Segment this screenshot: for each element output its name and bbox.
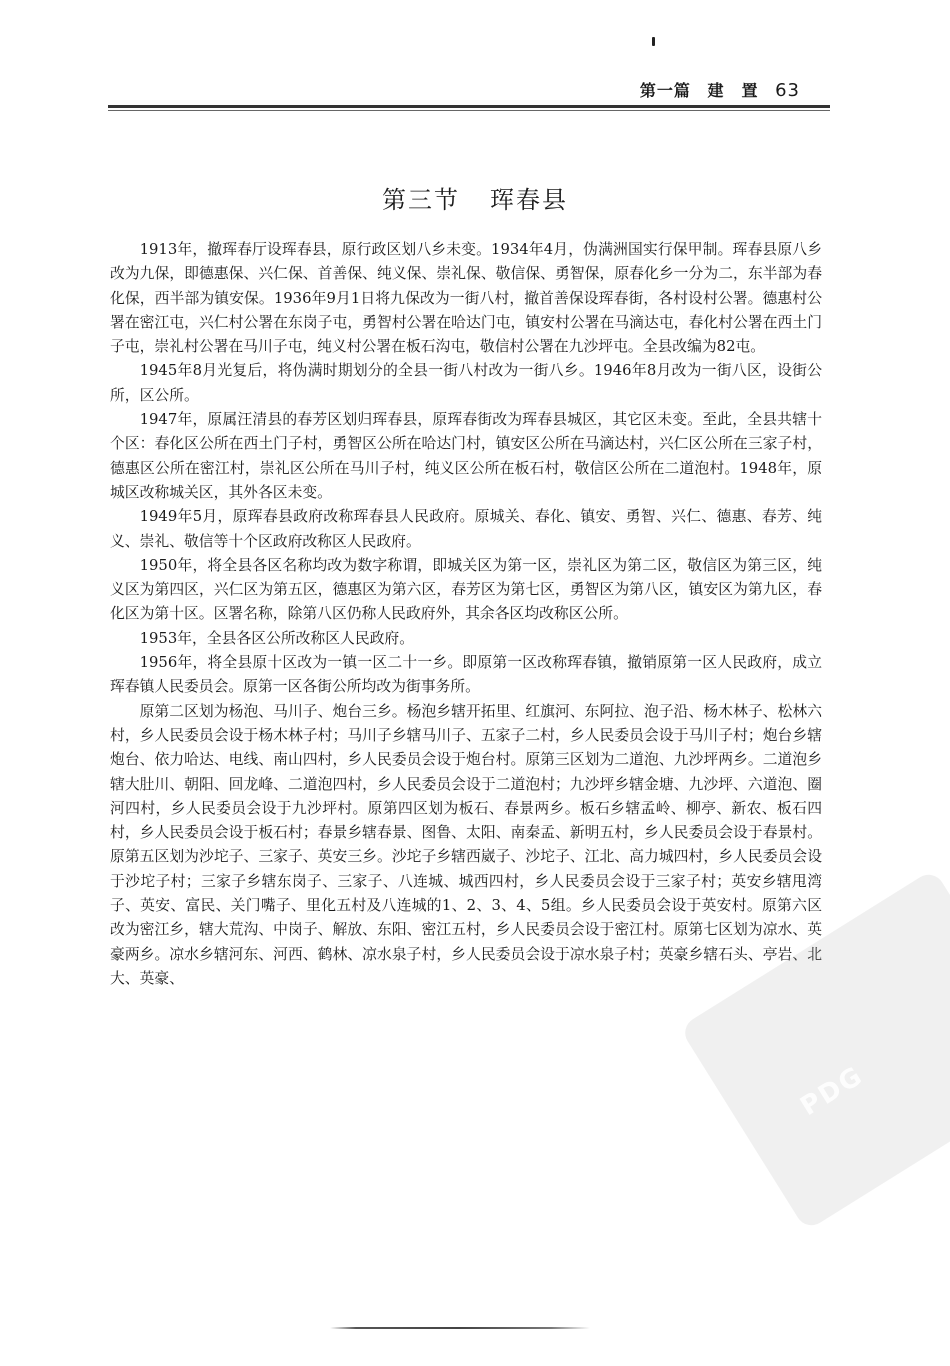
running-header (108, 78, 830, 108)
paragraph-2: 1945年8月光复后，将伪满时期划分的全县一街八村改为一街八乡。1946年8月改为一街八区，设街公所，区公所。 (110, 362, 822, 404)
header-chapter: 建 置 (707, 81, 759, 100)
header-rule-thin (108, 110, 830, 111)
footer-rule (330, 1327, 590, 1329)
section-number: 第三节 (382, 186, 460, 214)
section-name: 珲春县 (490, 186, 568, 214)
paragraph-1: 1913年，撤珲春厅设珲春县，原行政区划八乡未变。1934年4月，伪满洲国实行保甲制。珲春县原八乡改为九保，即德惠保、兴仁保、首善保、纯义保、崇礼保、敬信保、勇智保，原春化乡一分为二，东半部为春化保，西半部为镇安保。1936年9月1日将九保改为一街八村，撤首善保设珲春街，各村设村公署。德惠村公署在密江屯，兴仁村公署在东岗子屯，勇智村公署在哈达门屯，镇安村公署在马滴达屯，春化村公署在西土门子屯，崇礼村公署在马川子屯，纯义村公署在板石沟屯，敬信村公署在九沙坪屯。全县改编为82屯。 (110, 241, 822, 356)
paragraph-7: 1956年，将全县原十区改为一镇一区二十一乡。即原第一区改称珲春镇，撤销原第一区人民政府，成立珲春镇人民委员会。原第一区各街公所均改为街事务所。 (110, 654, 822, 696)
print-speck (652, 37, 655, 46)
header-text (630, 78, 800, 101)
page-number: 63 (775, 80, 800, 101)
watermark-text: PDG (795, 1060, 869, 1123)
header-rule-thick (108, 105, 830, 108)
paragraph-3: 1947年，原属汪清县的春芳区划归珲春县，原珲春街改为珲春县城区，其它区未变。至此，全县共辖十个区：春化区公所在西土门子村，勇智区公所在哈达门村，镇安区公所在马滴达村，兴仁区公所在三家子村，德惠区公所在密江村，崇礼区公所在马川子村，纯义区公所在板石村，敬信区公所在二道泡村。1948年，原城区改称城关区，其外各区未变。 (110, 411, 822, 501)
paragraph-5: 1950年，将全县各区名称均改为数字称谓，即城关区为第一区，崇礼区为第二区，敬信区为第三区，纯义区为第四区，兴仁区为第五区，德惠区为第六区，春芳区为第七区，勇智区为第八区，镇安区为第九区，春化区为第十区。区署名称，除第八区仍称人民政府外，其余各区均改称区公所。 (110, 556, 822, 623)
paragraph-8: 原第二区划为杨泡、马川子、炮台三乡。杨泡乡辖开拓里、红旗河、东阿拉、泡子沿、杨木林子、松林六村，乡人民委员会设于杨木林子村；马川子乡辖马川子、五家子二村，乡人民委员会设于马川子村；炮台乡辖炮台、依力哈达、电线、南山四村，乡人民委员会设于炮台村。原第三区划为二道泡、九沙坪两乡。二道泡乡辖大肚川、朝阳、回龙峰、二道泡四村，乡人民委员会设于二道泡村；九沙坪乡辖金塘、九沙坪、六道泡、圈河四村，乡人民委员会设于九沙坪村。原第四区划为板石、春景两乡。板石乡辖孟岭、柳亭、新农、板石四村，乡人民委员会设于板石村；春景乡辖春景、图鲁、太阳、南秦孟、新明五村，乡人民委员会设于春景村。原第五区划为沙坨子、三家子、英安三乡。沙坨子乡辖西崴子、沙坨子、江北、高力城四村，乡人民委员会设于沙坨子村；三家子乡辖东岗子、三家子、八连城、城西四村，乡人民委员会设于三家子村；英安乡辖甩湾子、英安、富民、关门嘴子、里化五村及八连城的1、2、3、4、5组。乡人民委员会设于英安村。原第六区改为密江乡，辖大荒沟、中岗子、解放、东阳、密江五村，乡人民委员会设于密江村。原第七区划为凉水、英豪两乡。凉水乡辖河东、河西、鹤林、凉水泉子村，乡人民委员会设于凉水泉子村；英豪乡辖石头、亭岩、北大、英豪、 (110, 702, 822, 987)
header-part: 第一篇 (639, 81, 691, 100)
paragraph-6: 1953年，全县各区公所改称区人民政府。 (139, 629, 415, 647)
body-text (110, 238, 822, 991)
section-title (0, 180, 950, 215)
paragraph-4: 1949年5月，原珲春县政府改称珲春县人民政府。原城关、春化、镇安、勇智、兴仁、德惠、春芳、纯义、崇礼、敬信等十个区政府改称区人民政府。 (110, 508, 822, 550)
